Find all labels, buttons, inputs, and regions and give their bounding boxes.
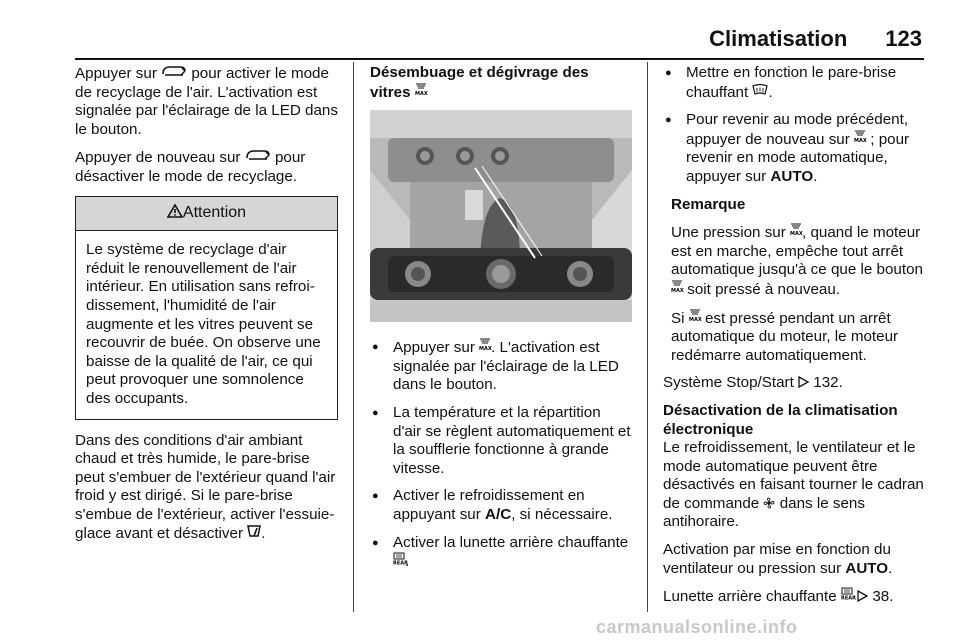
paragraph: Appuyer sur pour activer le mode de recyclage de l'air. L'activation est signalée par l'éclairage de la LED dans le bouton. bbox=[75, 65, 338, 138]
list-item: ● Pour revenir au mode précédent, appuyer de nouveau sur MAX ; pour revenir en mode automatique, appuyer sur AUTO. bbox=[663, 111, 928, 186]
svg-text:MAX: MAX bbox=[790, 231, 803, 238]
attention-box bbox=[75, 196, 338, 420]
remark-text: Une pression sur MAX , quand le moteur est en marche, empêche tout arrêt automatique jusqu'à ce que le bouton MAX soit pressé à nouveau. bbox=[671, 224, 923, 298]
warning-icon bbox=[167, 204, 183, 221]
svg-text:REAR: REAR bbox=[840, 595, 856, 602]
paragraph: Appuyer de nouveau sur pour désactiver le mode de recyclage. bbox=[75, 149, 306, 185]
header-rule bbox=[75, 58, 924, 60]
rear-window-heater-icon bbox=[393, 552, 408, 571]
page-reference-icon bbox=[798, 374, 809, 391]
remark-text: Si MAX est pressé pendant un arrêt automatique du moteur, le moteur redémarre automatiquement. bbox=[671, 309, 899, 364]
cross-reference: Système Stop/Start 132. bbox=[663, 374, 843, 392]
column-middle bbox=[370, 64, 632, 581]
svg-text:MAX: MAX bbox=[854, 137, 867, 144]
rear-window-heater-icon bbox=[840, 587, 856, 606]
svg-text:MAX: MAX bbox=[479, 346, 492, 353]
section-heading: Désactivation de la climatisation électronique bbox=[663, 401, 898, 438]
page-number: 123 bbox=[885, 26, 922, 51]
column-right bbox=[663, 64, 928, 616]
column-divider bbox=[647, 62, 648, 612]
list-item: ● Activer la lunette arrière chauffante REAR . bbox=[370, 534, 632, 572]
list-item: ● Activer le refroidissement en appuyant sur A/C, si nécessaire. bbox=[370, 487, 632, 524]
list-item: ● Mettre en fonction le pare-brise chauffant . bbox=[663, 64, 928, 102]
section-title: Climatisation bbox=[709, 26, 848, 51]
section-heading: Désembuage et dégivrage des vitres MAX bbox=[370, 64, 589, 101]
recirculation-icon bbox=[245, 148, 271, 167]
column-left bbox=[75, 64, 338, 553]
paragraph: Activation par mise en fonction du ventilateur ou pression sur AUTO. bbox=[663, 541, 893, 577]
defrost-max-icon bbox=[671, 280, 683, 299]
column-divider bbox=[353, 62, 354, 612]
paragraph: Le refroidissement, le ventilateur et le mode automatique peuvent être désactivés en faisant tourner le cadran de commande dans le sens antihoraire. bbox=[663, 439, 924, 531]
watermark: carmanualsonline.info bbox=[596, 617, 798, 637]
attention-text: Le système de recyclage d'air réduit le renouvellement de l'air intérieur. En utilisation sans refroidissement, l'humidité de l'air augmente et les vitres peuvent se recouvrir de buée. On observe une baisse de la qualité de l'air, ce qui peut provoquer une somnolence des occupants. bbox=[86, 241, 321, 407]
defrost-max-icon bbox=[479, 338, 491, 357]
defrost-max-icon bbox=[790, 223, 802, 242]
defrost-max-icon bbox=[415, 83, 427, 102]
svg-text:MAX: MAX bbox=[671, 287, 684, 294]
page-header bbox=[709, 26, 922, 52]
list-item: ● La température et la répartition d'air se règlent automatiquement et la soufflerie fonctionne à grande vitesse. bbox=[370, 404, 632, 478]
climate-control-photo bbox=[370, 110, 632, 322]
list-item: ● Appuyer sur MAX . L'activation est signalée par l'éclairage de la LED dans le bouton. bbox=[370, 338, 632, 395]
svg-text:MAX: MAX bbox=[414, 90, 428, 97]
fan-icon bbox=[763, 495, 775, 512]
svg-text:REAR: REAR bbox=[393, 560, 408, 567]
cross-reference: Lunette arrière chauffante REAR 38. bbox=[663, 588, 894, 606]
page-reference-icon bbox=[853, 588, 868, 605]
heated-windscreen-icon bbox=[752, 83, 768, 102]
paragraph: Dans des conditions d'air ambiant chaud et très humide, le pare-brise peut s'embuer de l'extérieur quand l'air froid y est dirigé. Si le pare-brise s'embue de l'extérieur, activer l'essuie-glace avant et désactiver . bbox=[75, 431, 336, 543]
remark-title: Remarque bbox=[671, 195, 746, 213]
remark-block bbox=[671, 196, 928, 366]
windscreen-wiper-icon bbox=[247, 524, 261, 543]
svg-text:MAX: MAX bbox=[688, 316, 702, 323]
recirculation-icon bbox=[161, 64, 187, 83]
defrost-max-icon bbox=[689, 309, 701, 328]
defrost-max-icon bbox=[854, 130, 866, 149]
attention-title: Attention bbox=[76, 197, 337, 232]
